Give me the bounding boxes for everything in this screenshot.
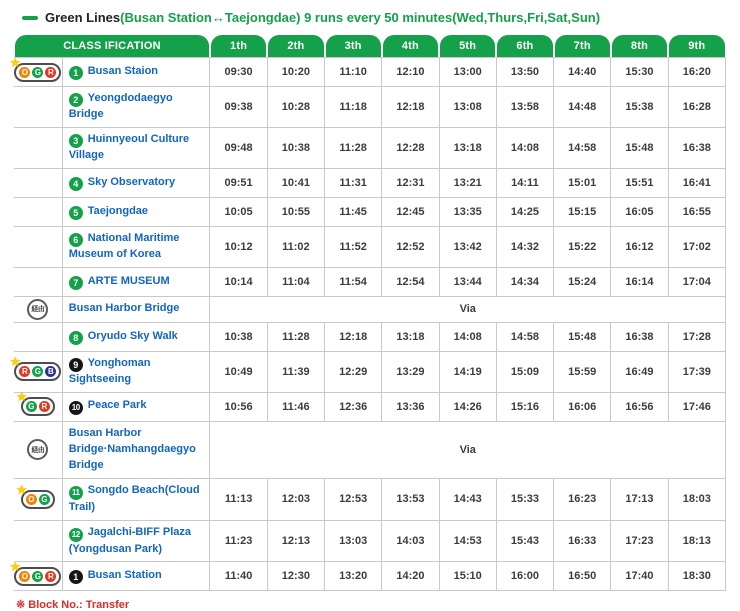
line-dot-icon: O [19,67,30,78]
star-icon: ★ [9,354,22,370]
time-cell: 12:18 [325,322,382,351]
transfer-icon-cell [14,322,62,351]
time-cell: 12:28 [382,127,439,168]
stop-name-label: Yonghoman Sightseeing [68,356,151,385]
stop-number-badge: 11 [69,486,83,500]
time-cell: 10:56 [210,392,267,421]
time-cell: 18:30 [668,562,725,591]
transfer-icon-cell [9,558,62,591]
time-cell: 17:39 [668,351,725,392]
time-cell: 16:20 [668,58,725,87]
time-cell: 09:38 [210,87,267,128]
transfer-icon-cell [14,520,62,562]
time-cell: 15:30 [611,58,668,87]
table-row [14,351,726,392]
transfer-icon-cell [14,421,62,478]
title-text [45,10,600,25]
time-cell: 10:28 [267,87,324,128]
time-cell: 15:01 [554,168,611,197]
line-dot-icon: R [19,366,30,377]
time-cell: 12:36 [325,392,382,421]
time-cell: 10:38 [267,127,324,168]
time-cell: 15:48 [611,127,668,168]
time-cell: 10:41 [267,168,324,197]
line-dot-icon: G [32,366,43,377]
time-cell: 15:16 [496,392,553,421]
time-cell: 17:40 [611,562,668,591]
time-cell: 16:55 [668,197,725,226]
time-cell: 09:30 [210,58,267,87]
time-cell: 16:05 [611,197,668,226]
time-cell: 15:33 [496,478,553,520]
stop-name-label: Busan Harbor Bridge·Namhangdaegyo Bridge [68,426,196,471]
time-cell: 14:58 [554,127,611,168]
time-cell: 15:51 [611,168,668,197]
time-cell: 16:38 [611,322,668,351]
time-cell: 11:46 [267,392,324,421]
stop-name-label: National Maritime Museum of Korea [68,231,180,260]
time-cell: 15:10 [439,562,496,591]
stop-name-label: Busan Station [87,569,162,582]
stop-number-badge: 9 [69,358,83,372]
stop-name-label: Taejongdae [87,204,149,217]
line-dot-icon: G [26,401,37,412]
line-dot-icon: G [32,571,43,582]
time-cell: 17:02 [668,226,725,267]
stop-number-badge: 10 [69,401,83,415]
time-cell: 13:58 [496,87,553,128]
stop-name-label: Huinnyeoul Culture Village [68,132,190,161]
time-cell: 14:43 [439,478,496,520]
time-cell: 10:49 [210,351,267,392]
time-cell: 13:42 [439,226,496,267]
time-cell: 13:35 [439,197,496,226]
stop-name-cell [62,351,210,392]
stop-name-label: Sky Observatory [87,175,176,188]
stop-name-cell [62,520,210,562]
time-cell: 11:28 [267,322,324,351]
stop-name-cell [62,127,210,168]
time-cell: 14:20 [382,562,439,591]
time-cell: 16:33 [554,520,611,562]
green-line-dash-icon [22,16,38,20]
line-dot-icon: G [39,494,50,505]
star-icon: ★ [9,54,22,70]
time-cell: 13:36 [382,392,439,421]
stop-name-label: Yeongdodaegyo Bridge [68,92,173,120]
line-dot-icon: B [45,366,56,377]
time-cell: 13:18 [382,322,439,351]
stop-name-label: Peace Park [87,399,147,412]
time-cell: 16:49 [611,351,668,392]
transfer-note: ※ Block No.: Transfer [16,599,130,611]
time-cell: 12:53 [325,478,382,520]
table-row [14,226,726,267]
time-cell: 10:14 [210,267,267,296]
time-cell: 13:21 [439,168,496,197]
header-run-2: 2th [267,35,324,58]
via-badge-icon: 経由 [27,439,48,460]
time-cell: 15:09 [496,351,553,392]
transfer-lines-pill-icon [15,481,55,509]
stop-name-label: Busan Staion [87,65,159,77]
stop-name-cell [62,562,210,591]
header-run-1: 1th [210,35,267,58]
stop-name-cell [62,478,210,520]
stop-name-label: Jagalchi-BIFF Plaza (Yongdusan Park) [68,525,192,555]
stop-number-badge: 8 [69,331,83,345]
time-cell: 15:24 [554,267,611,296]
stop-name-cell [62,267,210,296]
time-cell: 14:25 [496,197,553,226]
table-row [14,322,726,351]
transfer-icon-cell [14,267,62,296]
transfer-icon-cell [14,389,62,421]
time-cell: 11:28 [325,127,382,168]
via-row [14,296,726,322]
table-row [14,197,726,226]
via-badge-icon: 経由 [27,299,48,320]
time-cell: 17:23 [611,520,668,562]
time-cell: 15:38 [611,87,668,128]
time-cell: 15:59 [554,351,611,392]
time-cell: 14:26 [439,392,496,421]
table-row [14,478,726,520]
time-cell: 14:40 [554,58,611,87]
time-cell: 16:14 [611,267,668,296]
time-cell: 14:32 [496,226,553,267]
time-cell: 13:20 [325,562,382,591]
via-cell: Via [210,421,726,478]
time-cell: 14:08 [496,127,553,168]
line-dot-icon: R [45,571,56,582]
time-cell: 13:18 [439,127,496,168]
time-cell: 12:52 [382,226,439,267]
stop-number-badge: 12 [69,528,83,542]
header-run-3: 3th [325,35,382,58]
time-cell: 15:22 [554,226,611,267]
stop-number-badge: 5 [69,206,83,220]
time-cell: 11:45 [325,197,382,226]
time-cell: 15:48 [554,322,611,351]
transfer-lines-pill-icon [9,558,61,586]
header-run-4: 4th [382,35,439,58]
stop-name-cell [62,392,210,421]
time-cell: 13:29 [382,351,439,392]
time-cell: 11:39 [267,351,324,392]
time-cell: 11:18 [325,87,382,128]
time-cell: 12:10 [382,58,439,87]
time-cell: 09:48 [210,127,267,168]
transfer-icon-cell [9,351,62,392]
time-cell: 12:29 [325,351,382,392]
time-cell: 16:06 [554,392,611,421]
transfer-icon-cell [14,296,62,322]
time-cell: 16:41 [668,168,725,197]
stop-name-cell [62,322,210,351]
time-cell: 16:50 [554,562,611,591]
time-cell: 12:54 [382,267,439,296]
time-cell: 14:58 [496,322,553,351]
star-icon: ★ [15,389,28,405]
transfer-lines-pill-icon [15,389,55,416]
time-cell: 12:18 [382,87,439,128]
stop-name-label: Busan Harbor Bridge [68,302,180,315]
time-cell: 10:38 [210,322,267,351]
time-cell: 13:44 [439,267,496,296]
stop-name-cell [62,87,210,128]
table-row [14,87,726,128]
time-cell: 11:31 [325,168,382,197]
header-row [14,35,726,58]
time-cell: 15:15 [554,197,611,226]
table-row [14,267,726,296]
time-cell: 13:53 [382,478,439,520]
header-run-9: 9th [668,35,725,58]
table-row [14,58,726,87]
time-cell: 13:03 [325,520,382,562]
time-cell: 12:13 [267,520,324,562]
stop-name-cell [62,296,210,322]
stop-number-badge: 7 [69,276,83,290]
header-run-5: 5th [439,35,496,58]
time-cell: 17:13 [611,478,668,520]
time-cell: 10:05 [210,197,267,226]
table-row [14,392,726,421]
stop-name-cell [62,197,210,226]
header-run-8: 8th [611,35,668,58]
transfer-icon-cell [14,197,62,226]
via-row [14,421,726,478]
header-run-7: 7th [554,35,611,58]
time-cell: 11:02 [267,226,324,267]
time-cell: 18:03 [668,478,725,520]
stop-number-badge: 2 [69,93,83,107]
time-cell: 11:52 [325,226,382,267]
table-row [14,520,726,562]
time-cell: 14:53 [439,520,496,562]
line-dot-icon: O [26,494,37,505]
time-cell: 13:50 [496,58,553,87]
transfer-icon-cell [14,168,62,197]
time-cell: 11:23 [210,520,267,562]
time-cell: 11:10 [325,58,382,87]
time-cell: 12:30 [267,562,324,591]
time-cell: 10:20 [267,58,324,87]
stop-name-cell [62,58,210,87]
stop-number-badge: 4 [69,177,83,191]
star-icon: ★ [15,481,28,497]
transfer-lines-pill-icon [9,54,61,82]
time-cell: 16:12 [611,226,668,267]
time-cell: 14:08 [439,322,496,351]
page-title [22,10,726,25]
time-cell: 11:13 [210,478,267,520]
line-dot-icon: O [19,571,30,582]
time-cell: 17:04 [668,267,725,296]
stop-name-label: Songdo Beach(Cloud Trail) [68,483,200,513]
time-cell: 11:04 [267,267,324,296]
stop-name-cell [62,168,210,197]
time-cell: 14:48 [554,87,611,128]
time-cell: 17:46 [668,392,725,421]
header-classification: CLASS IFICATION [14,35,210,58]
time-cell: 18:13 [668,520,725,562]
line-dot-icon: R [45,67,56,78]
star-icon: ★ [9,558,22,574]
stop-number-badge: 6 [69,233,83,247]
time-cell: 14:19 [439,351,496,392]
via-cell: Via [210,296,726,322]
time-cell: 10:12 [210,226,267,267]
time-cell: 12:31 [382,168,439,197]
time-cell: 16:56 [611,392,668,421]
time-cell: 12:45 [382,197,439,226]
time-cell: 15:43 [496,520,553,562]
stop-name-label: ARTE MUSEUM [87,274,170,287]
stop-number-badge: 1 [69,66,83,80]
transfer-icon-cell [9,54,62,87]
stop-name-cell [62,226,210,267]
line-dot-icon: G [32,67,43,78]
time-cell: 09:51 [210,168,267,197]
transfer-icon-cell [14,87,62,128]
table-row [14,168,726,197]
time-cell: 14:11 [496,168,553,197]
line-dot-icon: R [39,401,50,412]
time-cell: 13:08 [439,87,496,128]
stop-number-badge: 3 [69,134,83,148]
time-cell: 12:03 [267,478,324,520]
stop-name-label: Oryudo Sky Walk [87,329,178,342]
time-cell: 14:03 [382,520,439,562]
time-cell: 11:40 [210,562,267,591]
time-cell: 16:38 [668,127,725,168]
title-route-name: Green Lines [45,10,121,25]
title-route-details: (Busan Station↔Taejongdae) 9 runs every 50 minutes(Wed,Thurs,Fri,Sat,Sun) [120,10,601,25]
time-cell: 13:00 [439,58,496,87]
time-cell: 16:23 [554,478,611,520]
time-cell: 16:28 [668,87,725,128]
header-run-6: 6th [496,35,553,58]
time-cell: 16:00 [496,562,553,591]
stop-number-badge: 1 [69,570,83,584]
timetable [9,35,726,591]
transfer-icon-cell [14,478,62,520]
time-cell: 10:55 [267,197,324,226]
time-cell: 17:28 [668,322,725,351]
transfer-icon-cell [14,226,62,267]
transfer-icon-cell [14,127,62,168]
time-cell: 11:54 [325,267,382,296]
time-cell: 14:34 [496,267,553,296]
table-row [14,562,726,591]
table-row [14,127,726,168]
transfer-lines-pill-icon [9,354,61,381]
stop-name-cell [62,421,210,478]
